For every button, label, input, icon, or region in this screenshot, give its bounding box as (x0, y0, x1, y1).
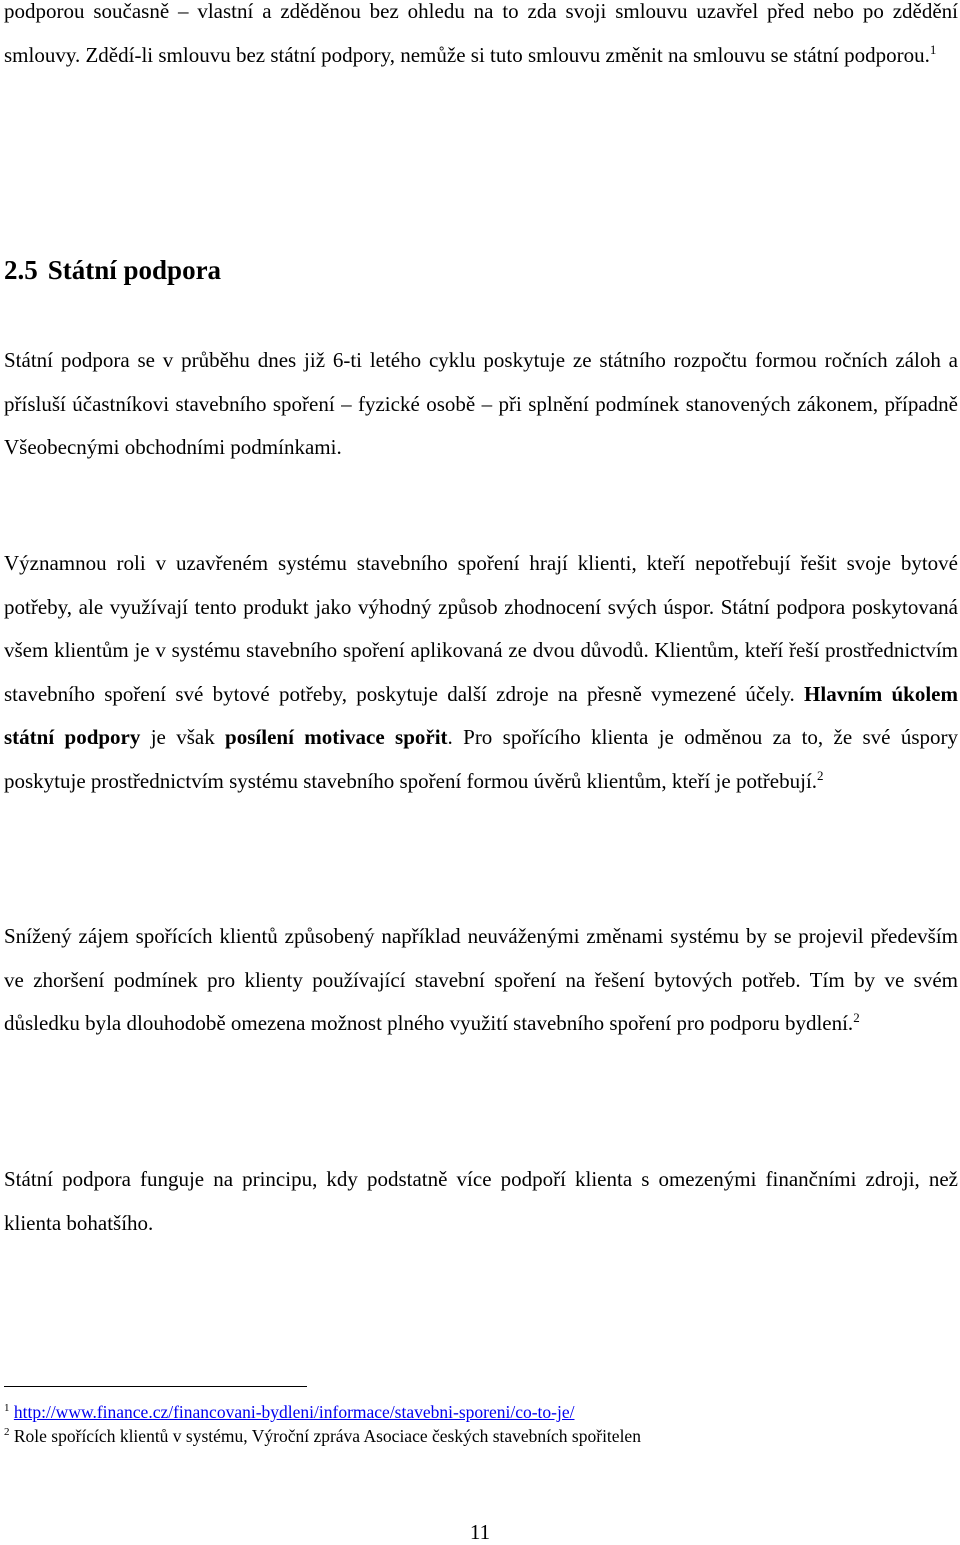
paragraph-text: je však (140, 725, 226, 749)
footnote-2 (4, 1424, 641, 1448)
emphasis-motivation: posílení motivace spořit (225, 725, 448, 749)
footnote-ref-2[interactable]: 2 (853, 1010, 860, 1025)
page-number: 11 (469, 1520, 491, 1544)
paragraph-state-support: Státní podpora se v průběhu dnes již 6-ti letého cyklu poskytuje ze státního rozpočtu formou ročních záloh a přísluší účastníkovi stavebního spoření – fyzické osobě – při splnění podmínek stanovených zákonem, případně Všeobecnými obchodními podmínkami. (4, 348, 958, 459)
emphasis-main-task: Hlavním úkolem státní podpory (4, 681, 958, 749)
footnote-1 (4, 1400, 574, 1424)
section-heading (4, 250, 221, 290)
intro-text: podporou současně – vlastní a zděděnou bez ohledu na to zda svoji smlouvu uzavřel před nebo po zdědění smlouvy. Zdědí-li smlouvu bez státní podpory, nemůže si tuto smlouvu změnit na smlouvu se státní podporou. (4, 0, 958, 67)
paragraph-text: . Pro spořícího klienta je odměnou za to, že své úspory poskytuje prostřednictvím systému stavebního spoření formou úvěrů klientům, kteří je potřebují. (4, 725, 958, 793)
paragraph-reduced-interest (4, 915, 958, 1046)
section-title: Státní podpora (47, 255, 222, 285)
footnote-divider (4, 1386, 307, 1387)
paragraph-clients-role (4, 542, 958, 803)
paragraph-text: Snížený zájem spořících klientů způsobený například neuváženými změnami systému by se projevil především ve zhoršení podmínek pro klienty používající stavební spoření na řešení bytových potřeb. Tím by ve svém důsledku byla dlouhodobě omezena možnost plného využití stavebního spoření pro podporu bydlení. (4, 924, 958, 1035)
footnote-mark: 2 (4, 1426, 10, 1439)
footnote-mark: 1 (4, 1402, 10, 1415)
intro-paragraph (4, 0, 958, 77)
paragraph-principle: Státní podpora funguje na principu, kdy podstatně více podpoří klienta s omezenými finančními zdroji, než klienta bohatšího. (4, 1167, 958, 1235)
section-number: 2.5 (4, 255, 38, 285)
footnote-ref-1[interactable]: 1 (929, 41, 937, 57)
footnote-text: Role spořících klientů v systému, Výroční zpráva Asociace českých stavebních spořitelen (13, 1426, 641, 1446)
footnote-link[interactable]: http://www.finance.cz/financovani-bydleni/informace/stavebni-sporeni/co-to-je/ (13, 1402, 575, 1422)
footnote-ref-2[interactable]: 2 (817, 767, 824, 783)
paragraph-text: Významnou roli v uzavřeném systému stavebního spoření hrají klienti, kteří nepotřebují řešit svoje bytové potřeby, ale využívají tento produkt jako výhodný způsob zhodnocení svých úspor. Státní podpora poskytovaná všem klientům je v systému stavebního spoření aplikovaná ze dvou důvodů. Klientům, kteří řeší prostřednictvím stavebního spoření své bytové potřeby, poskytuje další zdroje na přesně vymezené účely. (4, 551, 958, 706)
